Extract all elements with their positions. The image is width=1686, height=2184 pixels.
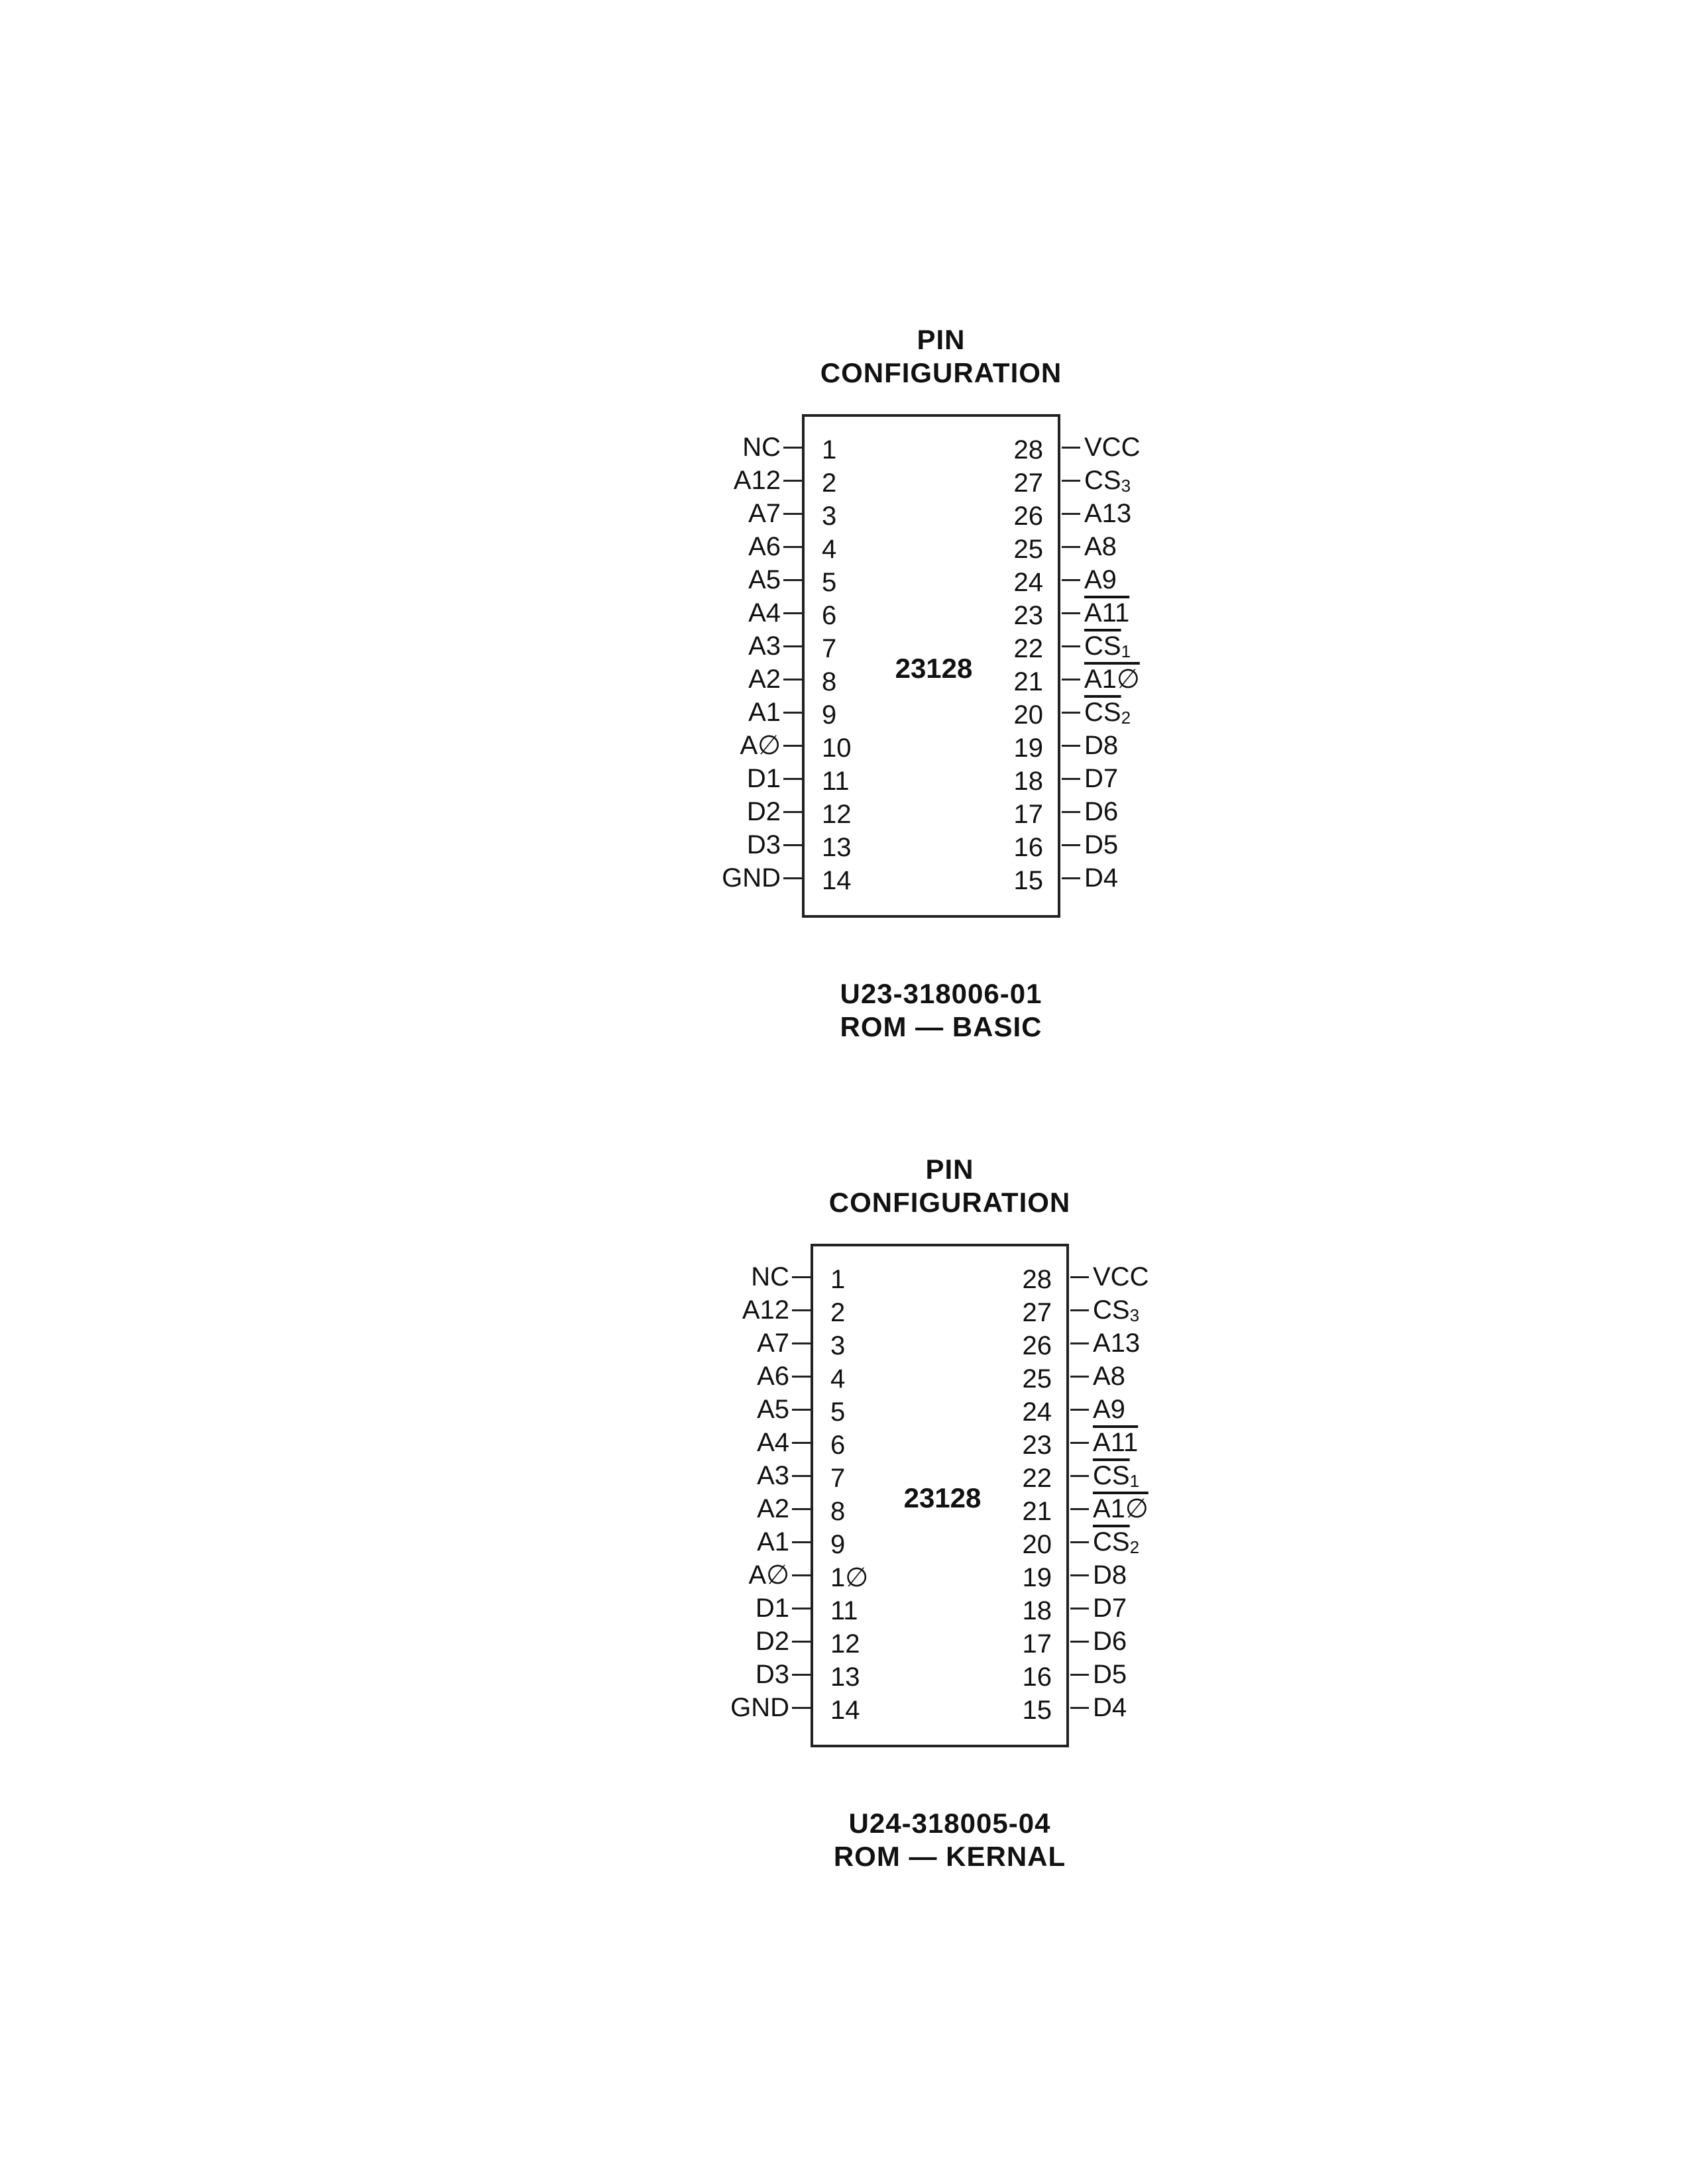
- pin-signal-name: A11: [1093, 1428, 1139, 1457]
- pin-lead-right: [1062, 679, 1080, 681]
- pin-number-right: 15: [1022, 1696, 1052, 1725]
- pin-signal-name: D8: [1093, 1560, 1127, 1590]
- pin-signal-name: $\overline{CS}$: [1093, 1461, 1130, 1490]
- pin-signal-left: GND: [730, 1693, 789, 1722]
- pin-signal-right: [1093, 1492, 1225, 1525]
- pin-signal-name: $\overline{CS}$: [1093, 1527, 1130, 1556]
- pin-signal-left: A6: [748, 532, 781, 561]
- pin-lead-right: [1070, 1475, 1089, 1477]
- pin-number-left: 3: [822, 502, 837, 531]
- pin-signal-right: [1084, 762, 1217, 795]
- pin-signal-name: A11: [1084, 598, 1130, 628]
- pin-signal-right: [1093, 1658, 1225, 1691]
- pin-number-right: 26: [1022, 1331, 1052, 1360]
- pin-number-left: 7: [830, 1464, 846, 1493]
- pin-lead-right: [1070, 1674, 1089, 1676]
- pin-lead-right: [1070, 1442, 1089, 1444]
- pin-lead-right: [1062, 612, 1080, 614]
- pin-number-right: 27: [1022, 1298, 1052, 1327]
- pin-signal-name: A9: [1093, 1395, 1125, 1424]
- pin-signal-name: VCC: [1084, 433, 1141, 462]
- pin-lead-right: [1070, 1409, 1089, 1411]
- pin-signal-name: A9: [1084, 565, 1117, 594]
- pin-signal-left: A12: [733, 466, 781, 495]
- part-description: ROM — KERNAL: [833, 1841, 1066, 1872]
- pin-number-left: 13: [830, 1663, 860, 1692]
- pin-signal-name: $\overline{CS}$: [1084, 631, 1121, 661]
- pin-lead-right: [1062, 778, 1080, 780]
- pin-lead-left: [792, 1641, 811, 1643]
- pin-number-left: 5: [822, 568, 837, 597]
- pin-number-left: 6: [830, 1431, 846, 1460]
- pin-lead-right: [1062, 844, 1080, 846]
- pin-number-right: 23: [1022, 1431, 1052, 1460]
- pin-lead-right: [1070, 1309, 1089, 1311]
- pin-number-left: 11: [830, 1596, 858, 1625]
- pin-number-right: 18: [1013, 767, 1043, 796]
- pin-signal-right: [1084, 497, 1217, 530]
- pin-signal-left: D3: [746, 830, 781, 859]
- pin-diagram-basic-rom: [669, 311, 1266, 1040]
- diagram-heading-line1: PIN: [925, 1154, 974, 1185]
- pin-signal-subscript: 1: [1129, 1471, 1140, 1491]
- pin-lead-right: [1062, 877, 1080, 879]
- pin-number-left: 1: [822, 435, 837, 464]
- pin-signal-name: D6: [1093, 1627, 1127, 1656]
- pin-number-right: 21: [1013, 667, 1043, 696]
- pin-signal-right: [1093, 1260, 1225, 1293]
- pin-lead-right: [1062, 745, 1080, 747]
- pin-number-left: 2: [830, 1298, 846, 1327]
- pin-number-right: 22: [1022, 1464, 1052, 1493]
- pin-signal-left: A7: [748, 499, 781, 528]
- pin-signal-left: A2: [757, 1494, 789, 1523]
- pin-number-right: 25: [1022, 1364, 1052, 1393]
- pin-signal-right: [1084, 629, 1217, 663]
- pin-lead-left: [783, 778, 802, 780]
- pin-lead-left: [792, 1376, 811, 1378]
- pin-signal-left: D2: [755, 1627, 789, 1656]
- pin-signal-right: [1084, 828, 1217, 861]
- pin-signal-name: D6: [1084, 797, 1119, 826]
- pin-number-left: 1∅: [830, 1563, 869, 1592]
- pin-signal-name: D8: [1084, 731, 1119, 760]
- pin-number-left: 1: [830, 1265, 846, 1294]
- pin-signal-left: A∅: [740, 731, 781, 760]
- pin-lead-left: [783, 447, 802, 449]
- pin-lead-right: [1070, 1376, 1089, 1378]
- pin-lead-right: [1070, 1641, 1089, 1643]
- pin-number-left: 2: [822, 468, 837, 498]
- pin-signal-right: [1093, 1393, 1225, 1426]
- pin-signal-name: VCC: [1093, 1262, 1149, 1291]
- pin-lead-right: [1062, 513, 1080, 515]
- pin-lead-right: [1070, 1574, 1089, 1576]
- pin-signal-name: A13: [1084, 499, 1132, 528]
- chip-label: 23128: [903, 1482, 982, 1513]
- pin-signal-right: [1084, 729, 1217, 762]
- chip-body: [802, 414, 1060, 918]
- pin-number-left: 5: [830, 1397, 846, 1427]
- pin-lead-left: [783, 513, 802, 515]
- pin-signal-name: A8: [1084, 532, 1117, 561]
- pin-signal-name: D5: [1093, 1660, 1127, 1689]
- pin-lead-left: [792, 1409, 811, 1411]
- pin-number-left: 4: [822, 535, 837, 564]
- pin-lead-left: [783, 546, 802, 548]
- pin-signal-left: A1: [757, 1527, 789, 1556]
- pin-number-right: 17: [1013, 800, 1043, 829]
- pin-lead-right: [1070, 1508, 1089, 1510]
- pin-signal-name: A8: [1093, 1362, 1125, 1391]
- pin-signal-left: A3: [757, 1461, 789, 1490]
- pin-lead-right: [1070, 1276, 1089, 1278]
- pin-lead-left: [783, 844, 802, 846]
- diagram-heading-line2: CONFIGURATION: [820, 357, 1062, 388]
- pin-signal-name: D4: [1084, 863, 1119, 893]
- pin-signal-name: D5: [1084, 830, 1119, 859]
- pin-signal-left: D3: [755, 1660, 789, 1689]
- pin-signal-name: D7: [1093, 1594, 1127, 1623]
- pin-signal-right: [1093, 1691, 1225, 1724]
- pin-signal-name: A13: [1093, 1329, 1141, 1358]
- pin-lead-left: [792, 1342, 811, 1344]
- pin-number-right: 16: [1013, 833, 1043, 862]
- pin-number-right: 23: [1013, 601, 1043, 630]
- pin-signal-left: A7: [757, 1329, 789, 1358]
- pin-signal-right: [1084, 696, 1217, 729]
- pin-number-left: 9: [830, 1530, 846, 1559]
- pin-number-left: 3: [830, 1331, 846, 1360]
- pin-number-right: 24: [1022, 1397, 1052, 1427]
- pin-signal-right: [1093, 1592, 1225, 1625]
- pin-lead-left: [792, 1541, 811, 1543]
- pin-signal-left: A2: [748, 665, 781, 694]
- pin-number-right: 15: [1013, 866, 1043, 895]
- pin-lead-left: [792, 1442, 811, 1444]
- pin-number-left: 14: [822, 866, 852, 895]
- pin-lead-right: [1062, 480, 1080, 482]
- pin-signal-left: A5: [748, 565, 781, 594]
- pin-signal-right: [1084, 431, 1217, 464]
- pin-lead-left: [783, 579, 802, 581]
- pin-number-right: 20: [1013, 700, 1043, 730]
- part-number: U24-318005-04: [848, 1808, 1051, 1839]
- pin-lead-right: [1070, 1342, 1089, 1344]
- pin-signal-right: [1084, 663, 1217, 696]
- pin-signal-name: CS: [1084, 466, 1121, 495]
- pin-signal-right: [1084, 563, 1217, 596]
- pin-signal-left: A∅: [748, 1560, 789, 1590]
- pin-number-left: 12: [822, 800, 852, 829]
- pin-number-right: 27: [1013, 468, 1043, 498]
- pin-number-right: 25: [1013, 535, 1043, 564]
- pin-number-right: 19: [1022, 1563, 1052, 1592]
- pin-lead-right: [1062, 811, 1080, 813]
- pin-lead-left: [783, 679, 802, 681]
- chip-body: [811, 1244, 1069, 1747]
- diagram-heading-line2: CONFIGURATION: [828, 1187, 1071, 1218]
- pin-lead-left: [783, 480, 802, 482]
- pin-number-left: 8: [822, 667, 837, 696]
- pin-signal-left: D1: [746, 764, 781, 793]
- pin-signal-left: A1: [748, 698, 781, 727]
- pin-signal-left: D1: [755, 1594, 789, 1623]
- pin-lead-left: [792, 1608, 811, 1610]
- pin-lead-right: [1062, 447, 1080, 449]
- pin-signal-left: A4: [757, 1428, 789, 1457]
- pin-number-right: 22: [1013, 634, 1043, 663]
- pin-number-left: 10: [822, 734, 852, 763]
- pin-signal-right: [1093, 1327, 1225, 1360]
- pin-signal-left: A3: [748, 631, 781, 661]
- pin-number-right: 20: [1022, 1530, 1052, 1559]
- pin-lead-left: [792, 1574, 811, 1576]
- pin-signal-right: [1084, 530, 1217, 563]
- diagram-heading-line1: PIN: [917, 324, 966, 355]
- pin-lead-left: [783, 612, 802, 614]
- pin-number-left: 13: [822, 833, 852, 862]
- pin-lead-left: [792, 1707, 811, 1709]
- pin-lead-left: [792, 1309, 811, 1311]
- pin-signal-left: NC: [742, 433, 781, 462]
- pin-signal-right: [1084, 861, 1217, 895]
- pin-lead-left: [792, 1508, 811, 1510]
- pin-number-right: 26: [1013, 502, 1043, 531]
- pin-number-right: 16: [1022, 1663, 1052, 1692]
- pin-lead-left: [792, 1276, 811, 1278]
- part-number: U23-318006-01: [840, 978, 1042, 1009]
- pin-signal-right: [1084, 596, 1217, 629]
- pin-lead-right: [1070, 1608, 1089, 1610]
- pin-lead-left: [783, 712, 802, 714]
- pin-number-left: 9: [822, 700, 837, 730]
- pin-signal-left: D2: [746, 797, 781, 826]
- pin-signal-left: A6: [757, 1362, 789, 1391]
- pin-signal-name: CS: [1093, 1295, 1130, 1325]
- pin-signal-right: [1084, 464, 1217, 497]
- pin-number-left: 11: [822, 767, 850, 796]
- pin-signal-right: [1093, 1525, 1225, 1558]
- pin-lead-left: [783, 645, 802, 647]
- chip-label: 23128: [895, 653, 973, 684]
- pin-lead-left: [792, 1475, 811, 1477]
- pin-signal-right: [1084, 795, 1217, 828]
- pin-signal-left: GND: [722, 863, 781, 893]
- pin-number-left: 8: [830, 1497, 846, 1526]
- pin-lead-left: [792, 1674, 811, 1676]
- pin-signal-right: [1093, 1625, 1225, 1658]
- pin-lead-right: [1062, 579, 1080, 581]
- pin-number-left: 14: [830, 1696, 860, 1725]
- pin-signal-left: A5: [757, 1395, 789, 1424]
- pin-number-left: 7: [822, 634, 837, 663]
- pin-signal-right: [1093, 1426, 1225, 1459]
- pin-lead-right: [1070, 1707, 1089, 1709]
- pin-signal-name: A1∅: [1084, 665, 1140, 694]
- pin-signal-name: A1∅: [1093, 1494, 1149, 1523]
- pin-signal-subscript: 2: [1129, 1537, 1140, 1557]
- pin-number-left: 6: [822, 601, 837, 630]
- pin-signal-name: $\overline{CS}$: [1084, 698, 1121, 727]
- pin-number-right: 28: [1022, 1265, 1052, 1294]
- pin-lead-left: [783, 811, 802, 813]
- pin-lead-right: [1070, 1541, 1089, 1543]
- pin-lead-right: [1062, 712, 1080, 714]
- pin-signal-name: D4: [1093, 1693, 1127, 1722]
- pin-number-left: 12: [830, 1629, 860, 1659]
- pin-number-right: 21: [1022, 1497, 1052, 1526]
- pin-lead-right: [1062, 645, 1080, 647]
- part-description: ROM — BASIC: [840, 1011, 1042, 1042]
- pin-signal-right: [1093, 1459, 1225, 1492]
- pin-number-left: 4: [830, 1364, 846, 1393]
- pin-signal-right: [1093, 1293, 1225, 1327]
- pin-lead-left: [783, 877, 802, 879]
- pin-number-right: 18: [1022, 1596, 1052, 1625]
- pin-diagram-kernal-rom: [678, 1141, 1274, 1870]
- pin-number-right: 28: [1013, 435, 1043, 464]
- pin-number-right: 19: [1013, 734, 1043, 763]
- pin-signal-subscript: 3: [1121, 476, 1131, 496]
- pin-number-right: 17: [1022, 1629, 1052, 1659]
- pin-signal-name: D7: [1084, 764, 1119, 793]
- pin-signal-left: NC: [751, 1262, 789, 1291]
- pin-signal-left: A12: [742, 1295, 789, 1325]
- pin-lead-right: [1062, 546, 1080, 548]
- pin-number-right: 24: [1013, 568, 1043, 597]
- pin-signal-subscript: 3: [1129, 1305, 1140, 1325]
- pin-signal-right: [1093, 1558, 1225, 1592]
- pin-signal-left: A4: [748, 598, 781, 628]
- pin-signal-subscript: 2: [1121, 708, 1131, 728]
- pin-signal-subscript: 1: [1121, 641, 1131, 661]
- pin-signal-right: [1093, 1360, 1225, 1393]
- pin-lead-left: [783, 745, 802, 747]
